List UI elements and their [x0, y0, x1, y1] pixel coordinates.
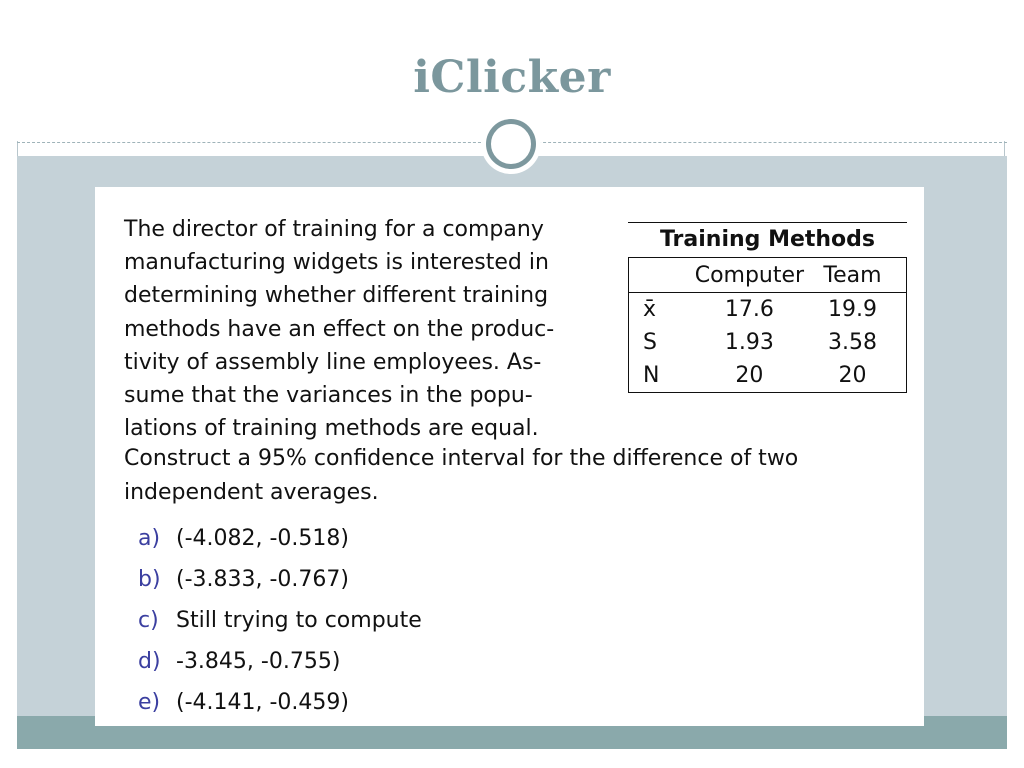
question-line: sume that the variances in the popu- — [124, 383, 533, 409]
answer-option-e[interactable] — [138, 684, 422, 725]
answer-option-a[interactable] — [138, 520, 422, 561]
option-text: (-3.833, -0.767) — [176, 567, 349, 592]
option-letter: e) — [138, 690, 161, 715]
instruction-line: Construct a 95% confidence interval for the difference of two — [124, 446, 799, 471]
answer-option-d[interactable] — [138, 643, 422, 684]
question-line: methods have an effect on the produc- — [124, 316, 555, 342]
table-row — [629, 293, 907, 327]
table-cell: 1.93 — [724, 330, 774, 355]
question-line: tivity of assembly line employees. As- — [124, 349, 542, 375]
option-letter: d) — [138, 649, 161, 674]
training-methods-table — [628, 222, 907, 393]
question-instruction — [124, 442, 844, 509]
row-label: S — [643, 330, 657, 355]
question-line: The director of training for a company — [124, 217, 544, 242]
question-paragraph — [124, 213, 564, 445]
slide-title: iClicker — [413, 52, 611, 103]
option-letter: a) — [138, 526, 161, 551]
ring-ornament-inner — [491, 124, 531, 164]
answer-options — [138, 520, 422, 725]
table-body — [628, 257, 907, 393]
table-header-cell: Computer — [690, 258, 809, 293]
table-row — [629, 326, 907, 359]
table-cell: 19.9 — [827, 297, 877, 322]
answer-option-c[interactable] — [138, 602, 422, 643]
instruction-line: independent averages. — [124, 479, 379, 505]
table-caption: Training Methods — [659, 227, 876, 252]
table-cell: 20 — [838, 363, 867, 388]
option-text: -3.845, -0.755) — [176, 649, 341, 674]
table-row — [629, 359, 907, 393]
question-line: lations of training methods are equal. — [124, 416, 539, 442]
option-text: Still trying to compute — [176, 608, 422, 633]
question-line: determining whether different training — [124, 283, 549, 309]
option-text: (-4.141, -0.459) — [176, 690, 349, 715]
option-text: (-4.082, -0.518) — [176, 526, 349, 551]
table-cell: 17.6 — [724, 297, 774, 322]
row-label: N — [643, 363, 660, 388]
option-letter: c) — [138, 608, 159, 633]
table-cell: 20 — [735, 363, 764, 388]
row-label: x̄ — [643, 297, 657, 322]
table-cell: 3.58 — [827, 330, 877, 355]
option-letter: b) — [138, 567, 161, 592]
table-header-row — [629, 258, 907, 293]
table-header-cell: Team — [809, 258, 907, 293]
answer-option-b[interactable] — [138, 561, 422, 602]
question-line: manufacturing widgets is interested in — [124, 250, 549, 276]
table-header-cell — [629, 258, 690, 293]
